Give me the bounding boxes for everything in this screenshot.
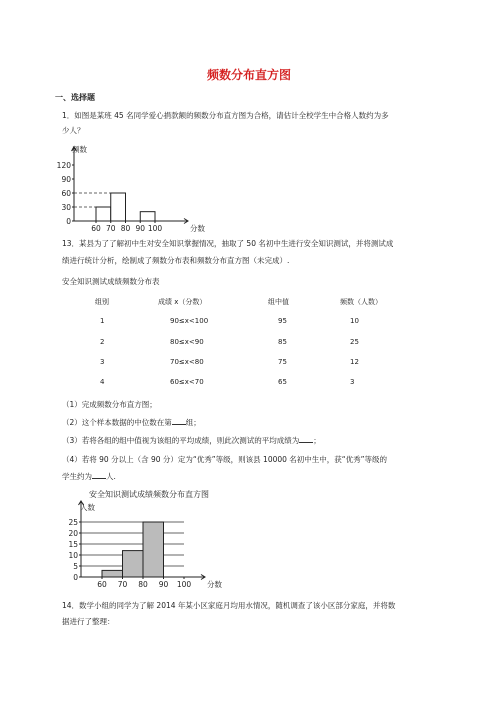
histogram-bar bbox=[143, 522, 164, 577]
y-tick-label: 30 bbox=[61, 203, 71, 212]
sub-question-2-text: （2）这个样本数据的中位数在第 bbox=[62, 418, 172, 427]
x-tick-label: 90 bbox=[158, 580, 169, 589]
table-header-cell: 成绩 x（分数） bbox=[158, 298, 207, 306]
table-cell: 2 bbox=[100, 338, 105, 346]
y-tick-label: 0 bbox=[66, 217, 71, 226]
histogram-bar bbox=[111, 193, 126, 221]
q14-text-line1: 14．数学小组的同学为了解 2014 年某小区家庭月均用水情况，随机调查了该小区部分家庭，并将数 bbox=[62, 601, 396, 610]
x-tick-label: 80 bbox=[120, 224, 131, 233]
table-cell: 70≤x<80 bbox=[170, 358, 204, 366]
q1-text-line1: 1．如图是某班 45 名同学爱心捐款额的频数分布直方图为合格，请估计全校学生中合格人数约为多 bbox=[62, 111, 389, 120]
sub-question-2-tail: 组； bbox=[185, 418, 201, 427]
x-tick-label: 80 bbox=[138, 580, 148, 589]
sub-question-4-line1: （4）若将 90 分以上（含 90 分）定为“优秀”等级，则该县 10000 名初中生中，获“优秀”等级的 bbox=[62, 455, 388, 464]
table-header-cell: 频数（人数） bbox=[340, 298, 382, 306]
x-tick-label: 60 bbox=[97, 580, 107, 589]
table-cell: 90≤x<100 bbox=[170, 317, 209, 325]
table-cell: 3 bbox=[350, 378, 355, 386]
y-tick-label: 120 bbox=[56, 161, 71, 170]
table-cell: 4 bbox=[100, 378, 105, 386]
answer-blank bbox=[92, 471, 106, 479]
sub-question-1: （1）完成频数分布直方图； bbox=[62, 400, 157, 409]
y-axis-label: 人数 bbox=[80, 503, 95, 512]
chart-title: 安全知识测试成绩频数分布直方图 bbox=[89, 490, 209, 499]
table-cell: 85 bbox=[278, 338, 287, 346]
x-tick-label: 70 bbox=[105, 224, 116, 233]
table-cell: 1 bbox=[100, 317, 105, 325]
x-tick-label: 70 bbox=[117, 580, 128, 589]
y-tick-label: 20 bbox=[68, 529, 78, 538]
histogram-bar bbox=[140, 212, 155, 221]
x-tick-label: 100 bbox=[147, 224, 163, 233]
sub-question-4-text: 学生约为 bbox=[62, 472, 92, 481]
sub-question-3-tail: ； bbox=[313, 436, 321, 445]
table-header-cell: 组别 bbox=[95, 298, 109, 306]
y-tick-label: 5 bbox=[73, 562, 78, 571]
histogram-bar bbox=[102, 570, 123, 577]
table-cell: 10 bbox=[350, 317, 359, 325]
section-heading: 一、选择题 bbox=[55, 93, 95, 102]
sub-question-3-text: （3）若将各组的组中值视为该组的平均成绩，则此次测试的平均成绩为 bbox=[62, 436, 300, 445]
q1-text-line2: 少人？ bbox=[62, 126, 85, 135]
table-cell: 12 bbox=[350, 358, 359, 366]
answer-blank bbox=[299, 435, 313, 443]
answer-blank bbox=[172, 417, 186, 425]
y-tick-label: 60 bbox=[61, 189, 71, 198]
chart-2 bbox=[55, 488, 265, 596]
chart-2-group bbox=[68, 489, 222, 589]
page-title: 频数分布直方图 bbox=[207, 68, 292, 82]
sub-question-4-tail: 人. bbox=[106, 472, 116, 481]
q13-text-line2: 绩进行统计分析，绘制成了频数分布表和频数分布直方图（未完成）. bbox=[62, 256, 290, 265]
chart-1-group bbox=[57, 144, 206, 233]
x-axis-label: 分数 bbox=[207, 580, 222, 589]
x-axis-label: 分数 bbox=[190, 224, 205, 233]
sub-question-2 bbox=[62, 417, 201, 428]
table-cell: 95 bbox=[278, 317, 287, 325]
table-title: 安全知识测试成绩频数分布表 bbox=[62, 277, 160, 286]
y-axis-label: 频数 bbox=[72, 145, 87, 154]
y-tick-label: 0 bbox=[73, 573, 78, 582]
y-tick-label: 15 bbox=[68, 540, 78, 549]
chart-1 bbox=[55, 143, 215, 233]
histogram-bar bbox=[123, 551, 144, 577]
q14-text-line2: 据进行了整理： bbox=[62, 617, 115, 626]
table-cell: 60≤x<70 bbox=[170, 378, 204, 386]
y-tick-label: 10 bbox=[68, 551, 78, 560]
y-tick-label: 90 bbox=[61, 175, 71, 184]
table-cell: 80≤x<90 bbox=[170, 338, 204, 346]
table-cell: 65 bbox=[278, 378, 287, 386]
x-tick-label: 100 bbox=[176, 580, 192, 589]
table-header-cell: 组中值 bbox=[268, 298, 289, 306]
sub-question-4-line2 bbox=[62, 471, 116, 482]
table-cell: 75 bbox=[278, 358, 287, 366]
sub-question-3 bbox=[62, 435, 321, 446]
table-cell: 25 bbox=[350, 338, 359, 346]
x-tick-label: 60 bbox=[91, 224, 101, 233]
q13-text-line1: 13．某县为了了解初中生对安全知识掌握情况，抽取了 50 名初中生进行安全知识测试，并将测试成 bbox=[62, 239, 394, 248]
x-tick-label: 90 bbox=[135, 224, 146, 233]
y-tick-label: 25 bbox=[68, 518, 78, 527]
table-cell: 3 bbox=[100, 358, 105, 366]
histogram-bar bbox=[96, 207, 111, 221]
